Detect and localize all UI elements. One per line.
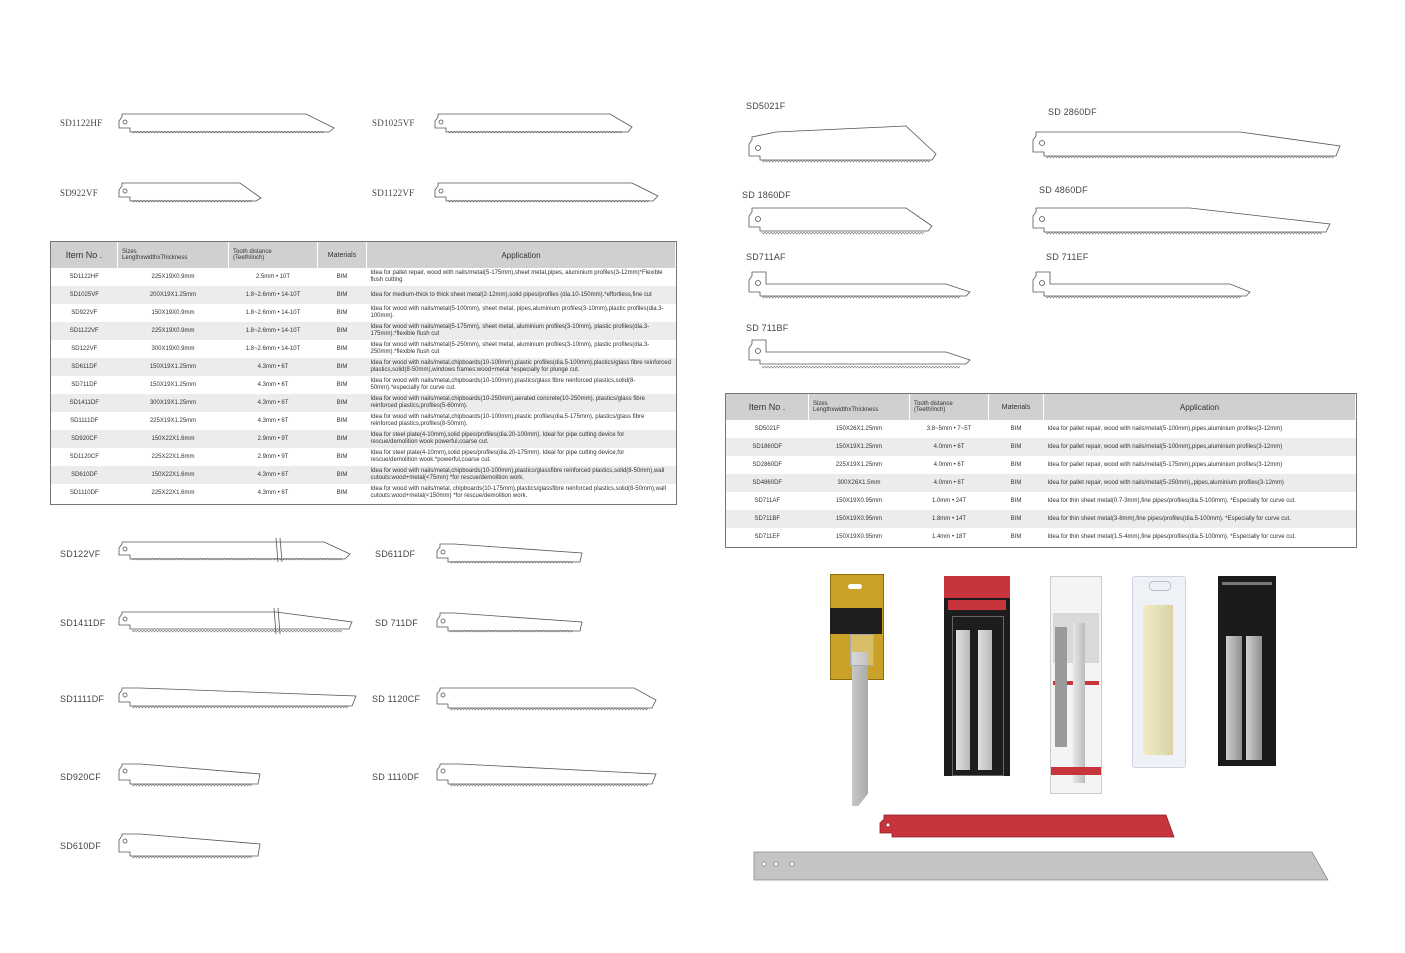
saw-blade-drawing bbox=[116, 686, 360, 710]
cell-size: 225X22X1.6mm bbox=[118, 484, 229, 502]
red-saw-blade-photo bbox=[876, 815, 1176, 841]
cell-material: BIM bbox=[318, 358, 367, 376]
cell-tooth: 4.0mm • 6T bbox=[910, 474, 989, 492]
cell-application: Idea for wood with nails/metal(5-100mm), sheet metal, pipes,aluminium profiles(3-10mm),plastic profiles(dia.3-100mm). bbox=[367, 304, 676, 322]
cell-application: Idea for thin sheet metal(0.7-3mm),fine pipes/profiles(dia.5-100mm). *Especially for curve cut. bbox=[1044, 492, 1356, 510]
cell-material: BIM bbox=[318, 304, 367, 322]
cell-tooth: 1.8~2.6mm • 14-10T bbox=[229, 340, 318, 358]
table-row bbox=[51, 340, 676, 358]
col-header-sizes: Sizes LengthxwidthxThickness bbox=[809, 394, 910, 420]
cell-material: BIM bbox=[318, 286, 367, 304]
table-row bbox=[51, 268, 676, 286]
cell-tooth: 4.3mm • 6T bbox=[229, 394, 318, 412]
cell-material: BIM bbox=[989, 420, 1044, 438]
cell-item: SD1122HF bbox=[51, 268, 118, 286]
table-row bbox=[726, 510, 1356, 528]
cell-item: SD122VF bbox=[51, 340, 118, 358]
saw-blade-drawing bbox=[116, 540, 354, 562]
cell-tooth: 4.3mm • 6T bbox=[229, 376, 318, 394]
cell-material: BIM bbox=[318, 448, 367, 466]
cell-material: BIM bbox=[989, 474, 1044, 492]
cell-size: 150X19X1.25mm bbox=[809, 438, 910, 456]
cell-tooth: 4.3mm • 6T bbox=[229, 358, 318, 376]
black-box-package bbox=[1218, 576, 1276, 766]
saw-blade-drawing bbox=[1030, 204, 1334, 236]
table-row bbox=[726, 474, 1356, 492]
cell-item: SD711EF bbox=[726, 528, 809, 546]
cell-size: 150X22X1.6mm bbox=[118, 466, 229, 484]
blade-label: SD 711EF bbox=[1046, 252, 1089, 262]
single-blade-white-package bbox=[1050, 576, 1102, 794]
two-blade-red-package bbox=[944, 576, 1010, 776]
blade-label: SD922VF bbox=[60, 188, 98, 198]
cell-application: Idea for wood with nails/metal,chipboards(10-250mm),aerated concrete(10-250mm), plastics/glass fibre reinforced plastics,profiles(5-60mm). bbox=[367, 394, 676, 412]
col-header-materials: Materials bbox=[989, 394, 1044, 420]
blade-label: SD611DF bbox=[375, 549, 416, 559]
blade-label: SD 1860DF bbox=[742, 190, 791, 200]
cell-item: SD922VF bbox=[51, 304, 118, 322]
cell-material: BIM bbox=[989, 510, 1044, 528]
cell-application: Idea for pallet repair, wood with nails/metal(5-175mm),pipes,aluminium profiles(3-12mm) bbox=[1044, 456, 1356, 474]
cell-application: Idea for thin sheet metal(3-8mm),fine pipes/profiles(dia.5-100mm). *Especially for curve cut. bbox=[1044, 510, 1356, 528]
cell-size: 225X19X0.9mm bbox=[118, 268, 229, 286]
blade-label: SD1025VF bbox=[372, 118, 415, 128]
cell-size: 150X19X1.25mm bbox=[118, 358, 229, 376]
cell-size: 150X22X1.6mm bbox=[118, 430, 229, 448]
saw-blade-drawing bbox=[434, 543, 586, 565]
cell-application: Idea for pallet repair, wood with nails/metal(5-100mm),pipes,aluminium profiles(3-12mm) bbox=[1044, 438, 1356, 456]
blade-label: SD5021F bbox=[746, 101, 786, 111]
col-header-tooth: Tooth distance (Teeth/inch) bbox=[910, 394, 989, 420]
cell-material: BIM bbox=[989, 438, 1044, 456]
cell-item: SD5021F bbox=[726, 420, 809, 438]
table-row bbox=[51, 448, 676, 466]
saw-blade-drawing bbox=[746, 124, 942, 164]
table-row bbox=[726, 492, 1356, 510]
cell-material: BIM bbox=[989, 456, 1044, 474]
cell-size: 300X26X1.5mm bbox=[809, 474, 910, 492]
cell-item: SD711AF bbox=[726, 492, 809, 510]
cell-tooth: 2.9mm • 9T bbox=[229, 448, 318, 466]
cell-size: 200X19X1.25mm bbox=[118, 286, 229, 304]
cell-item: SD1110DF bbox=[51, 484, 118, 502]
saw-blade-drawing bbox=[746, 270, 974, 300]
cell-item: SD611DF bbox=[51, 358, 118, 376]
cell-material: BIM bbox=[318, 394, 367, 412]
saw-blade-drawing bbox=[746, 206, 936, 236]
table-row bbox=[51, 412, 676, 430]
col-header-application: Application bbox=[1044, 394, 1356, 420]
cell-size: 150X19X0.95mm bbox=[809, 510, 910, 528]
cell-tooth: 1.8mm • 14T bbox=[910, 510, 989, 528]
cell-material: BIM bbox=[318, 484, 367, 502]
cell-application: Idea for wood with nails/metal, chipboards(10-175mm),plastics/glassfibre reinforced plastics,solid(8-50mm),wall cutouts:wood+metal(<150mm) *for rescue/demolition work. bbox=[367, 484, 676, 502]
saw-blade-drawing bbox=[434, 612, 586, 634]
table-row bbox=[51, 322, 676, 340]
left-spec-table bbox=[50, 241, 677, 505]
cell-application: Idea for pallet repair, wood with nails/metal(5-250mm),,pipes,aluminium profiles(3-12mm) bbox=[1044, 474, 1356, 492]
saw-blade-drawing bbox=[116, 832, 264, 860]
saw-blade-drawing bbox=[432, 182, 662, 204]
cell-application: Idea for pallet repair, wood with nails/metal(5-175mm),sheet metal,pipes, aluminium profiles(3-12mm)*Flexible flush cutting bbox=[367, 268, 676, 286]
cell-application: Idea for wood with nails/metal,chipboards(10-100mm),plastic profiles(dia.5-100mm),plastics/glass fibre reinforced plastics,solid(8-50mm),windows frames:wood+metal *especially for plunge cut. bbox=[367, 358, 676, 376]
table-row bbox=[726, 528, 1356, 546]
cell-application: Idea for medium-thick to thick sheet metal(2-12mm),solid pipes/profiles (dia.10-150mm).*effortless,fine cut bbox=[367, 286, 676, 304]
col-header-application: Application bbox=[367, 242, 676, 268]
cell-tooth: 1.4mm • 18T bbox=[910, 528, 989, 546]
cell-tooth: 1.0mm • 24T bbox=[910, 492, 989, 510]
blade-label: SD1111DF bbox=[60, 694, 105, 704]
blade-label: SD 1110DF bbox=[372, 772, 420, 782]
table-row bbox=[51, 484, 676, 502]
col-header-sizes: Sizes LengthxwidthxThickness bbox=[118, 242, 229, 268]
cell-application: Idea for steel plate(4-10mm),solid pipes/profiles(dia.20-100mm). Ideal for pipe cutting device for rescue/demolition wook powerful,coarse cut. bbox=[367, 430, 676, 448]
blade-label: SD1411DF bbox=[60, 618, 106, 628]
cell-application: Idea for wood with nails/metal(5-175mm), sheet metal, aluminium profiles(3-10mm), plastic profiles(dia.3-175mm).*flexible flush cut bbox=[367, 322, 676, 340]
cell-tooth: 3.8~5mm • 7~5T bbox=[910, 420, 989, 438]
table-row bbox=[51, 430, 676, 448]
table-row bbox=[726, 456, 1356, 474]
cell-item: SD2860DF bbox=[726, 456, 809, 474]
blade-label: SD 711DF bbox=[375, 618, 418, 628]
blade-label: SD 1120CF bbox=[372, 694, 421, 704]
cell-item: SD711DF bbox=[51, 376, 118, 394]
col-header-item: Item No . bbox=[51, 242, 118, 268]
table-row bbox=[726, 438, 1356, 456]
cell-application: Idea for wood with nails/metal(5-250mm), sheet metal, aluminium profiles(3-10mm), plastic profiles(dia.3-250mm).*flexible flush cut bbox=[367, 340, 676, 358]
cell-size: 300X19X0.9mm bbox=[118, 340, 229, 358]
saw-blade-drawing bbox=[432, 113, 636, 135]
blade-label: SD 4860DF bbox=[1039, 185, 1088, 195]
cell-size: 150X26X1.25mm bbox=[809, 420, 910, 438]
single-blade-hanger-package bbox=[830, 574, 884, 806]
right-spec-table bbox=[725, 393, 1357, 548]
cell-tooth: 4.3mm • 6T bbox=[229, 466, 318, 484]
saw-blade-drawing bbox=[1030, 130, 1346, 160]
cell-size: 150X19X1.25mm bbox=[118, 376, 229, 394]
cell-material: BIM bbox=[318, 376, 367, 394]
cell-size: 225X19X1.25mm bbox=[118, 412, 229, 430]
col-header-materials: Materials bbox=[318, 242, 367, 268]
cell-material: BIM bbox=[318, 322, 367, 340]
cell-item: SD1860DF bbox=[726, 438, 809, 456]
cell-item: SD1025VF bbox=[51, 286, 118, 304]
cell-material: BIM bbox=[318, 412, 367, 430]
cell-tooth: 1.8~2.6mm • 14-10T bbox=[229, 304, 318, 322]
cell-tooth: 1.8~2.6mm • 14-10T bbox=[229, 322, 318, 340]
saw-blade-drawing bbox=[746, 338, 974, 370]
table-row bbox=[726, 420, 1356, 438]
cell-item: SD920CF bbox=[51, 430, 118, 448]
blade-label: SD711AF bbox=[746, 252, 786, 262]
table-row bbox=[51, 304, 676, 322]
cell-size: 150X19X0.9mm bbox=[118, 304, 229, 322]
cell-size: 150X19X0.95mm bbox=[809, 528, 910, 546]
saw-blade-drawing bbox=[116, 762, 264, 788]
clear-blister-package bbox=[1132, 576, 1186, 768]
cell-item: SD610DF bbox=[51, 466, 118, 484]
blade-label: SD920CF bbox=[60, 772, 101, 782]
cell-size: 225X19X0.9mm bbox=[118, 322, 229, 340]
cell-tooth: 4.0mm • 6T bbox=[910, 438, 989, 456]
cell-application: Idea for steel plate(4-10mm),solid pipes/profiles(dia.20-175mm). Ideal for pipe cutting device,for rescue/demolition wook.*powerful,coarse cut. bbox=[367, 448, 676, 466]
blade-label: SD1122VF bbox=[372, 188, 415, 198]
cell-item: SD4860DF bbox=[726, 474, 809, 492]
blade-label: SD122VF bbox=[60, 549, 101, 559]
cell-tooth: 4.0mm • 6T bbox=[910, 456, 989, 474]
cell-tooth: 4.3mm • 6T bbox=[229, 484, 318, 502]
blade-label: SD1122HF bbox=[60, 118, 103, 128]
cell-application: Idea for wood with nails/metal,chipboards(10-100mm),plastic profiles(dia.5-175mm), plastics/glass fibre reinforced plastics,profiles(8-50mm). bbox=[367, 412, 676, 430]
cell-application: Idea for pallet repair, wood with nails/metal(5-100mm),pipes,aluminium profiles(3-12mm) bbox=[1044, 420, 1356, 438]
cell-size: 225X22X1.6mm bbox=[118, 448, 229, 466]
saw-blade-drawing bbox=[116, 182, 264, 204]
table-row bbox=[51, 358, 676, 376]
table-row bbox=[51, 286, 676, 304]
table-row bbox=[51, 466, 676, 484]
col-header-tooth: Tooth distance (Teeth/inch) bbox=[229, 242, 318, 268]
saw-blade-drawing bbox=[1030, 270, 1254, 300]
cell-item: SD1120CF bbox=[51, 448, 118, 466]
saw-blade-drawing bbox=[434, 686, 660, 712]
cell-material: BIM bbox=[318, 466, 367, 484]
cell-material: BIM bbox=[318, 430, 367, 448]
cell-item: SD1411DF bbox=[51, 394, 118, 412]
cell-item: SD711BF bbox=[726, 510, 809, 528]
cell-application: Idea for wood with nails/metal,chipboards(10-100mm),plastics/glass fibre reinforced plastics,solid(8-50mm).*especially for curve cut. bbox=[367, 376, 676, 394]
saw-blade-drawing bbox=[116, 113, 338, 135]
table-row bbox=[51, 376, 676, 394]
cell-size: 300X19X1.25mm bbox=[118, 394, 229, 412]
blade-label: SD 711BF bbox=[746, 323, 789, 333]
cell-tooth: 4.3mm • 6T bbox=[229, 412, 318, 430]
long-steel-blade-photo bbox=[752, 850, 1332, 884]
cell-material: BIM bbox=[318, 268, 367, 286]
cell-item: SD1122VF bbox=[51, 322, 118, 340]
table-row bbox=[51, 394, 676, 412]
blade-label: SD610DF bbox=[60, 841, 101, 851]
cell-size: 150X19X0.95mm bbox=[809, 492, 910, 510]
cell-material: BIM bbox=[989, 528, 1044, 546]
cell-tooth: 1.8~2.6mm • 14-10T bbox=[229, 286, 318, 304]
saw-blade-drawing bbox=[434, 762, 660, 788]
blade-label: SD 2860DF bbox=[1048, 107, 1097, 117]
cell-application: Idea for thin sheet metal(1.5-4mm),fine pipes/profiles(dia.5-100mm). *Especially for curve cut. bbox=[1044, 528, 1356, 546]
cell-tooth: 2.5mm • 10T bbox=[229, 268, 318, 286]
cell-application: Idea for wood with nails/metal,chipboards(10-100mm),plastics/glassfibre reinforced plastics,solid(8-50mm),wall cutouts:wood+metal(<75mm) *for rescue/demolition work. bbox=[367, 466, 676, 484]
cell-material: BIM bbox=[989, 492, 1044, 510]
cell-size: 225X19X1.25mm bbox=[809, 456, 910, 474]
saw-blade-drawing bbox=[116, 610, 356, 634]
cell-item: SD1111DF bbox=[51, 412, 118, 430]
cell-material: BIM bbox=[318, 340, 367, 358]
cell-tooth: 2.9mm • 9T bbox=[229, 430, 318, 448]
col-header-item: Item No . bbox=[726, 394, 809, 420]
